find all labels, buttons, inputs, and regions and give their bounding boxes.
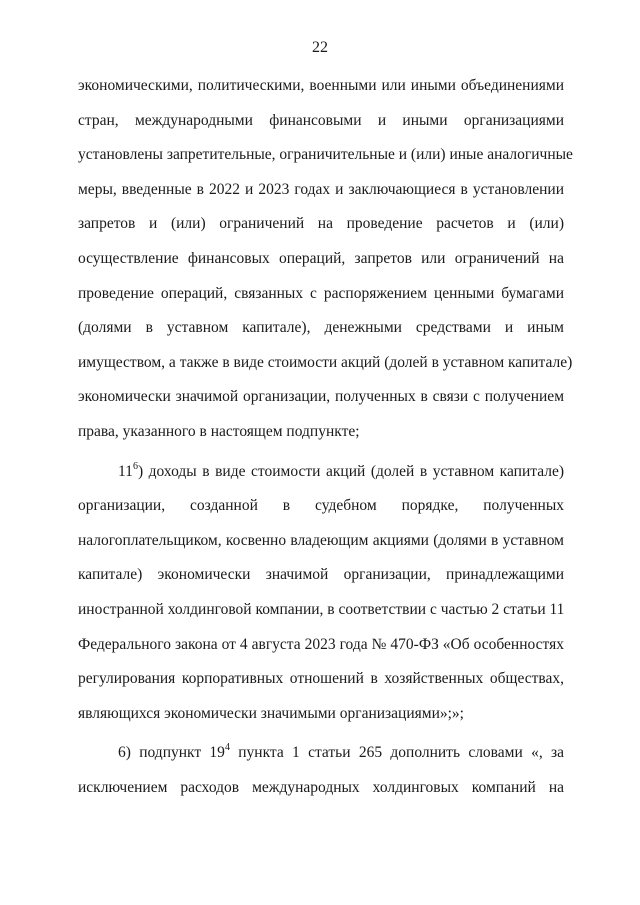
text-line: имуществом, а также в виде стоимости акций (долей в уставном капитале) bbox=[78, 353, 573, 371]
text-line-lead: $11^6$) доходы в виде стоимости акций (долей в уставном капитале) bbox=[118, 460, 564, 480]
text-line: (долями в уставном капитале), денежными средствами и иным bbox=[78, 319, 564, 337]
text-line: стран, международными финансовыми и иными организациями bbox=[78, 111, 564, 129]
text-line: установлены запретительные, ограничительные и (или) иные аналогичные bbox=[78, 146, 573, 164]
text-line: меры, введенные в 2022 и 2023 годах и заключающиеся в установлении bbox=[78, 180, 564, 198]
text-line: осуществление финансовых операций, запретов или ограничений на bbox=[78, 249, 564, 267]
text-line-lead: 6) подпункт $19^4$ пункта 1 статьи 265 дополнить словами «, за bbox=[118, 742, 565, 762]
item-number: $11^6$) bbox=[118, 460, 144, 480]
text-line: Федерального закона от 4 августа 2023 года № 470-ФЗ «Об особенностях bbox=[78, 635, 564, 653]
text-line: права, указанного в настоящем подпункте; bbox=[78, 422, 360, 440]
text-line: экономическими, политическими, военными или иными объединениями bbox=[78, 77, 564, 94]
text-line: запретов и (или) ограничений на проведение расчетов и (или) bbox=[78, 215, 564, 233]
text-line: экономически значимой организации, полученных в связи с получением bbox=[78, 388, 564, 406]
text-line: являющихся экономически значимыми организациями»;»; bbox=[78, 704, 464, 722]
document-body bbox=[78, 76, 573, 812]
text-line: проведение операций, связанных с распоряжением ценными бумагами bbox=[78, 284, 564, 302]
paragraph-6 bbox=[78, 743, 564, 812]
text-line: налогоплательщиком, косвенно владеющим акциями (долями в уставном bbox=[78, 531, 564, 549]
text-line: регулирования корпоративных отношений в хозяйственных обществах, bbox=[78, 670, 564, 688]
item-lead: 6) подпункт $19^4$ bbox=[118, 742, 230, 762]
text-line: капитале) экономически значимой организации, принадлежащими bbox=[78, 566, 564, 584]
text-line: иностранной холдинговой компании, в соответствии с частью 2 статьи 11 bbox=[78, 600, 565, 618]
paragraph-11-6 bbox=[78, 462, 564, 739]
paragraph-1 bbox=[78, 76, 573, 457]
page-number: 22 bbox=[312, 39, 328, 56]
text-line: исключением расходов международных холдинговых компаний на bbox=[78, 778, 564, 796]
text-line: организации, созданной в судебном порядке, полученных bbox=[78, 497, 564, 515]
